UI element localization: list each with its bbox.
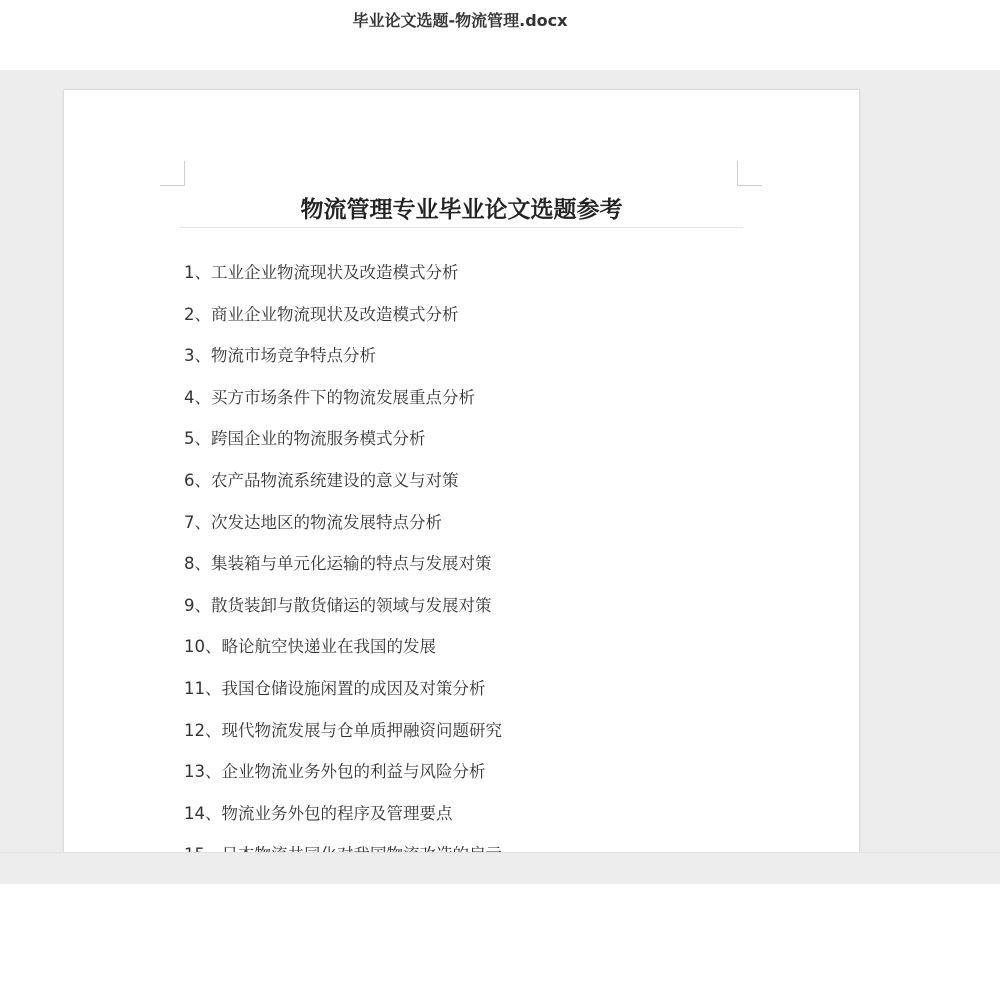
topic-item: 13、企业物流业务外包的利益与风险分析 (184, 762, 486, 782)
topic-item: 1、工业企业物流现状及改造模式分析 (184, 263, 459, 282)
margin-corner-top-left (160, 161, 185, 186)
topic-item: 7、次发达地区的物流发展特点分析 (184, 512, 442, 532)
blank-footer-area (0, 884, 1000, 990)
topic-item: 3、物流市场竞争特点分析 (184, 346, 376, 366)
margin-corner-top-right (737, 161, 762, 186)
topic-item: 12、现代物流发展与仓单质押融资问题研究 (184, 720, 502, 740)
topic-item: 5、跨国企业的物流服务模式分析 (184, 429, 426, 449)
topic-item: 9、散货装卸与散货储运的领域与发展对策 (184, 595, 492, 615)
viewer-bottom-bar (0, 852, 1000, 885)
topic-list (184, 258, 502, 882)
topic-item: 11、我国仓储设施闲置的成因及对策分析 (184, 678, 486, 698)
document-viewer[interactable] (0, 70, 1000, 884)
document-page (63, 89, 860, 884)
topic-item: 6、农产品物流系统建设的意义与对策 (184, 470, 459, 490)
title-bar (0, 0, 1000, 70)
topic-item: 10、略论航空快递业在我国的发展 (184, 637, 436, 657)
topic-item: 2、商业企业物流现状及改造模式分析 (184, 304, 459, 324)
topic-item: 4、买方市场条件下的物流发展重点分析 (184, 387, 475, 407)
document-heading: 物流管理专业毕业论文选题参考 (300, 196, 623, 223)
topic-item: 8、集装箱与单元化运输的特点与发展对策 (184, 554, 492, 574)
heading-divider (180, 227, 743, 228)
topic-item: 14、物流业务外包的程序及管理要点 (184, 803, 453, 823)
document-filename: 毕业论文选题-物流管理.docx (352, 11, 568, 30)
